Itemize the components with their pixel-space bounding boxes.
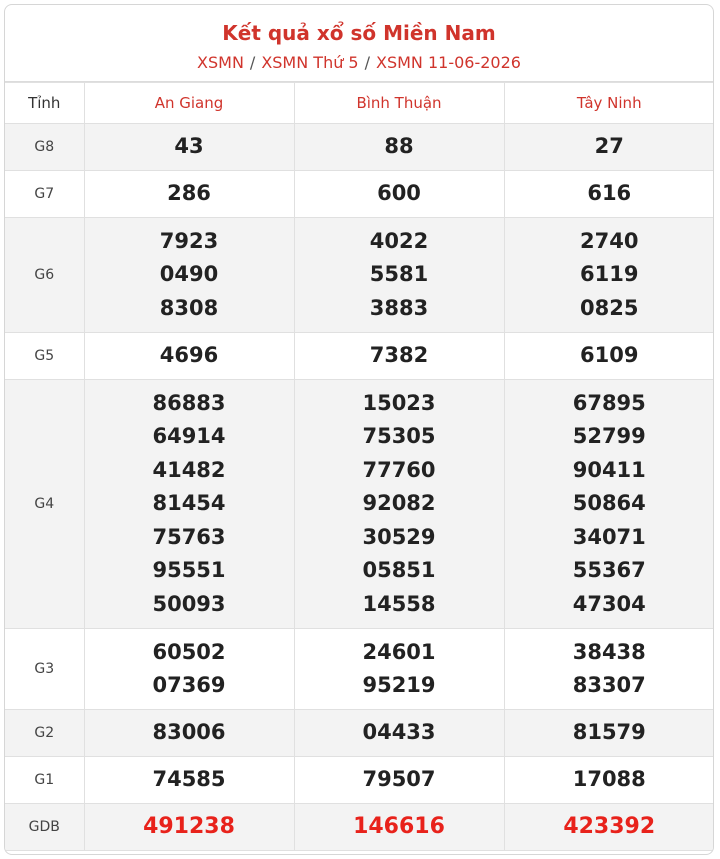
prize-cell bbox=[84, 710, 294, 757]
breadcrumb-xsmn[interactable]: XSMN bbox=[197, 53, 244, 72]
prize-cell bbox=[294, 380, 504, 629]
prize-number: 52799 bbox=[572, 424, 646, 449]
prize-number: 8308 bbox=[159, 295, 219, 320]
prize-cell bbox=[294, 804, 504, 851]
results-body bbox=[5, 124, 714, 851]
breadcrumb-separator: / bbox=[364, 53, 370, 72]
prize-number: 0825 bbox=[580, 295, 639, 320]
prize-number: 95219 bbox=[362, 673, 436, 697]
prize-cell bbox=[84, 380, 294, 629]
prize-label: G4 bbox=[5, 380, 84, 629]
prize-cell bbox=[84, 757, 294, 804]
prize-number: 81454 bbox=[152, 491, 226, 516]
prize-cell bbox=[84, 218, 294, 333]
table-row bbox=[5, 380, 714, 629]
prize-cell bbox=[294, 171, 504, 218]
prize-number: 600 bbox=[377, 181, 421, 206]
prize-number: 74585 bbox=[152, 767, 226, 792]
column-header-province: Tỉnh bbox=[5, 83, 84, 124]
prize-number: 24601 bbox=[362, 639, 436, 664]
prize-cell bbox=[504, 124, 714, 171]
prize-cell bbox=[84, 171, 294, 218]
prize-label: GDB bbox=[5, 804, 84, 851]
prize-cell bbox=[294, 124, 504, 171]
prize-number: 86883 bbox=[152, 390, 226, 415]
prize-number: 17088 bbox=[572, 767, 646, 792]
table-row bbox=[5, 333, 714, 380]
prize-number: 92082 bbox=[362, 491, 436, 516]
prize-number: 5581 bbox=[369, 262, 429, 287]
table-row bbox=[5, 171, 714, 218]
prize-cell bbox=[84, 124, 294, 171]
special-prize-number: 423392 bbox=[563, 814, 656, 840]
prize-number: 81579 bbox=[572, 720, 646, 745]
prize-cell bbox=[504, 171, 714, 218]
breadcrumb-xsmn-thu5[interactable]: XSMN Thứ 5 bbox=[261, 53, 359, 72]
prize-cell bbox=[504, 710, 714, 757]
prize-number: 286 bbox=[167, 181, 211, 206]
prize-cell bbox=[84, 804, 294, 851]
prize-number: 4696 bbox=[159, 343, 219, 368]
prize-cell bbox=[294, 333, 504, 380]
special-prize-number: 146616 bbox=[353, 814, 445, 840]
prize-number: 4022 bbox=[369, 228, 429, 253]
breadcrumb-xsmn-date[interactable]: XSMN 11-06-2026 bbox=[376, 53, 521, 72]
prize-label: G6 bbox=[5, 218, 84, 333]
prize-number: 7382 bbox=[369, 343, 429, 368]
prize-number: 27 bbox=[594, 134, 624, 159]
prize-number: 95551 bbox=[152, 558, 226, 583]
prize-cell bbox=[504, 804, 714, 851]
column-header-an-giang[interactable]: An Giang bbox=[84, 83, 294, 124]
prize-number: 14558 bbox=[362, 591, 436, 616]
prize-cell bbox=[294, 629, 504, 710]
breadcrumb bbox=[5, 53, 713, 73]
column-header-tay-ninh[interactable]: Tây Ninh bbox=[504, 83, 714, 124]
prize-cell bbox=[294, 710, 504, 757]
special-prize-number: 491238 bbox=[143, 814, 235, 840]
prize-number: 05851 bbox=[362, 558, 436, 583]
prize-cell bbox=[504, 218, 714, 333]
prize-number: 15023 bbox=[362, 390, 436, 415]
prize-number: 6119 bbox=[580, 262, 639, 287]
prize-cell bbox=[504, 629, 714, 710]
table-row bbox=[5, 804, 714, 851]
column-header-binh-thuan[interactable]: Bình Thuận bbox=[294, 83, 504, 124]
results-table bbox=[5, 82, 714, 851]
results-header bbox=[5, 5, 713, 82]
prize-cell bbox=[504, 380, 714, 629]
table-row bbox=[5, 124, 714, 171]
prize-label: G8 bbox=[5, 124, 84, 171]
prize-label: G5 bbox=[5, 333, 84, 380]
prize-number: 7923 bbox=[159, 228, 219, 253]
prize-number: 60502 bbox=[152, 639, 226, 664]
prize-label: G3 bbox=[5, 629, 84, 710]
prize-number: 50864 bbox=[572, 491, 646, 516]
prize-number: 41482 bbox=[152, 457, 226, 482]
prize-number: 83307 bbox=[572, 673, 646, 697]
table-row bbox=[5, 710, 714, 757]
prize-number: 90411 bbox=[572, 457, 646, 482]
prize-number: 616 bbox=[587, 181, 632, 206]
prize-number: 55367 bbox=[572, 558, 646, 583]
prize-number: 3883 bbox=[369, 295, 429, 320]
prize-number: 50093 bbox=[152, 591, 226, 616]
results-card bbox=[4, 4, 714, 855]
prize-number: 07369 bbox=[152, 673, 226, 697]
prize-number: 30529 bbox=[362, 524, 436, 549]
page-title: Kết quả xổ số Miền Nam bbox=[222, 21, 496, 45]
table-row bbox=[5, 218, 714, 333]
prize-number: 79507 bbox=[362, 767, 436, 792]
prize-number: 2740 bbox=[580, 228, 639, 253]
prize-number: 64914 bbox=[152, 424, 226, 449]
prize-cell bbox=[504, 333, 714, 380]
table-header-row bbox=[5, 83, 714, 124]
prize-number: 38438 bbox=[572, 639, 646, 664]
prize-number: 83006 bbox=[152, 720, 226, 745]
table-row bbox=[5, 757, 714, 804]
prize-number: 34071 bbox=[572, 524, 646, 549]
prize-number: 47304 bbox=[572, 591, 646, 616]
prize-cell bbox=[84, 629, 294, 710]
prize-cell bbox=[294, 757, 504, 804]
table-row bbox=[5, 629, 714, 710]
prize-cell bbox=[504, 757, 714, 804]
prize-cell bbox=[294, 218, 504, 333]
prize-label: G7 bbox=[5, 171, 84, 218]
prize-number: 04433 bbox=[362, 720, 436, 745]
prize-number: 6109 bbox=[580, 343, 639, 368]
prize-label: G2 bbox=[5, 710, 84, 757]
prize-number: 43 bbox=[174, 134, 204, 159]
prize-number: 77760 bbox=[362, 457, 436, 482]
prize-number: 75305 bbox=[362, 424, 436, 449]
prize-cell bbox=[84, 333, 294, 380]
prize-number: 67895 bbox=[572, 390, 646, 415]
prize-label: G1 bbox=[5, 757, 84, 804]
prize-number: 0490 bbox=[159, 262, 219, 287]
prize-number: 75763 bbox=[152, 524, 226, 549]
prize-number: 88 bbox=[384, 134, 414, 159]
breadcrumb-separator: / bbox=[249, 53, 256, 72]
